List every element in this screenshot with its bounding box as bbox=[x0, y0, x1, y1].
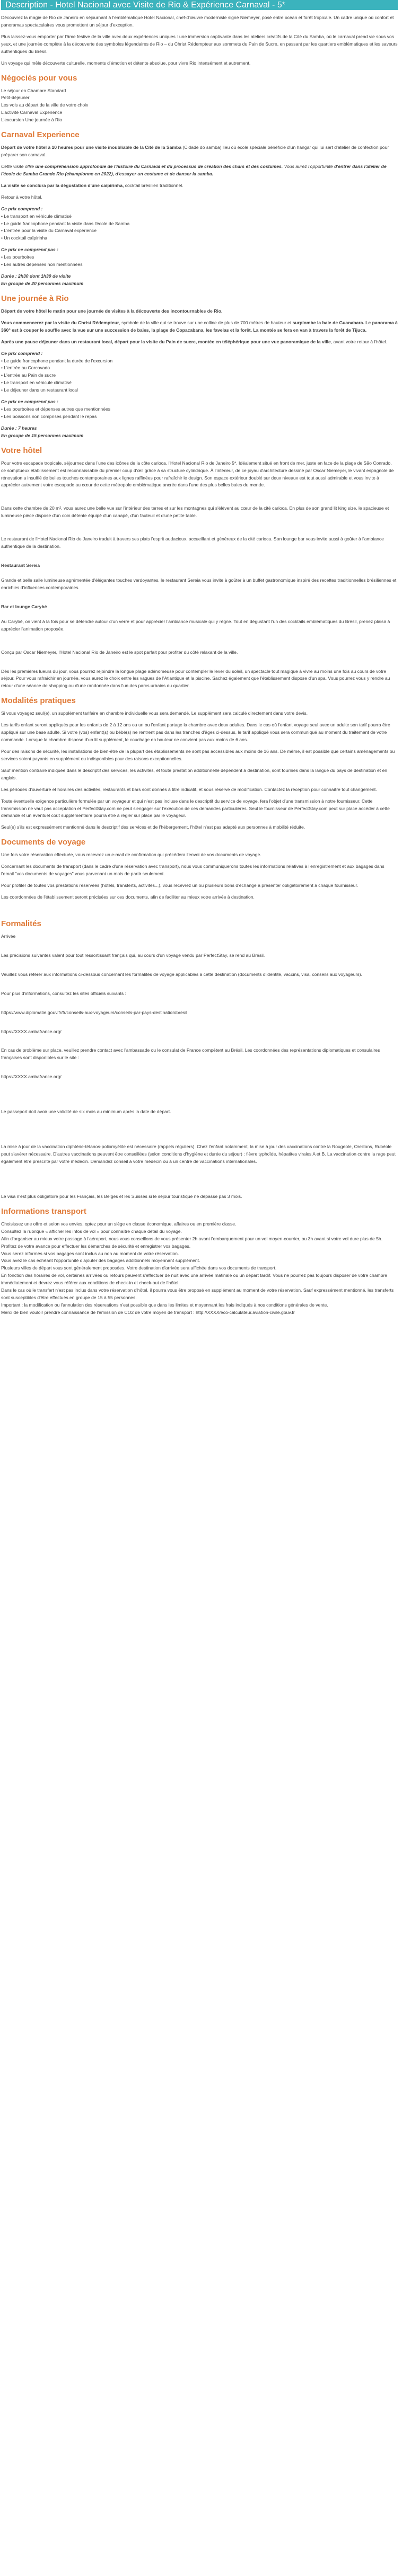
spacer bbox=[1, 1066, 398, 1073]
section-heading-documents: Documents de voyage bbox=[1, 838, 86, 847]
restaurant-paragraph: Grande et belle salle lumineuse agrémentée d'élégantes touches verdoyantes, le restaurant Sereia vous invite à goûter à un buffet gastronomique inspiré des recettes traditionnelles brésiliennes et enrichies d'influences contemporaines. bbox=[1, 578, 397, 590]
transport-line: Important : la modification ou l'annulation des réservations n'est possible que dans les limites et moyennant les frais indiqués à nos conditions générales de vente. bbox=[1, 1302, 328, 1308]
spacer bbox=[1, 1040, 398, 1047]
transport-line: Plusieurs villes de départ vous sont généralement proposées. Votre destination d'arrivée sera affichée dans vos documents de transport. bbox=[1, 1265, 277, 1271]
modalites-paragraph: Toute éventuelle exigence particulière formulée par un voyageur et qui n'est pas incluse dans le descriptif du service de voyage, fera l'objet d'une transmission à notre fournisseur. Cette transmission ne vaut pas acceptation et PerfectStay.com ne peut s'engager sur l'exécution de ces demandes particulières. Seul le fournisseur de PerfectStay.com peut sur place accéder à cette demande et un éventuel coût supplémentaire pourra être à régler sur place par le voyageur. bbox=[1, 798, 390, 819]
spacer bbox=[1, 964, 398, 971]
section-heading-journee: Une journée à Rio bbox=[1, 294, 69, 303]
section-heading-hotel: Votre hôtel bbox=[1, 446, 42, 455]
spacer bbox=[1, 1120, 398, 1132]
modalites-paragraph: Pour des raisons de sécurité, les installations de bien-être de la plupart des établissements ne sont pas accessibles aux moins de 16 ans. De même, il est possible que certains aménagements ou services soient payants en supplément ou indisponibles pour des raisons exceptionnelles. bbox=[1, 749, 395, 761]
hotel-paragraph: Le restaurant de l'Hotel Nacional Rio de Janeiro traduit à travers ses plats l'esprit audacieux, accueillant et généreux de la cité carioca. Son lounge bar vous invite aussi à goûter à l'ambiance authentique de la destination. bbox=[1, 536, 384, 549]
formalites-paragraph: Veuillez vous référer aux informations ci-dessous concernant les formalités de voyage applicables à cette destination (documents d'identité, vaccins, visa, conseils aux voyageurs). bbox=[1, 971, 362, 977]
carnaval-duration: Durée : 2h30 dont 1h30 de visite bbox=[1, 273, 71, 279]
list-item: • Les autres dépenses non mentionnées bbox=[1, 261, 398, 269]
transport-line: Vous avez le cas échéant l'opportunité d'ajouter des bagages additionnels moyennant supplément. bbox=[1, 1258, 200, 1264]
section-heading-negocies: Négociés pour vous bbox=[1, 73, 77, 83]
carnaval-paragraph: Départ de votre hôtel à 10 heures pour une visite inoubliable de la Cité de la Samba (Cidade do samba) lieu où école spéciale bénéficie d'un hangar qui lui sert d'atelier de confection pour préparer son carnaval. bbox=[1, 145, 389, 158]
spacer bbox=[1, 637, 398, 649]
vaccination-paragraph: La mise à jour de la vaccination diphtérie-tétanos-poliomyélite est nécessaire (rappels réguliers). Chez l'enfant notamment, la mise à jour des vaccinations contre la Rougeole, Oreillons, Rubéole peut s'avérer nécessaire. D'autres vaccinations peuvent être conseillées (selon conditions d'hygiène et durée du séjour) : fièvre typhoïde, hépatites virales A et B. La vaccination contre la rage peut également être prescrite par votre médecin. Demandez conseil à votre médecin ou à un centre de vaccinations internationales. bbox=[1, 1144, 396, 1164]
journee-excludes-heading: Ce prix ne comprend pas : bbox=[1, 399, 58, 405]
list-item: L'activité Carnaval Experience bbox=[1, 110, 63, 116]
spacer bbox=[1, 1132, 398, 1143]
list-item: • Le transport en véhicule climatisé bbox=[1, 379, 398, 387]
carnaval-excludes-list bbox=[1, 254, 398, 269]
journee-group: En groupe de 15 personnes maximum bbox=[1, 432, 84, 438]
spacer bbox=[1, 524, 398, 536]
bar-heading: Bar et lounge Carybé bbox=[1, 603, 47, 609]
journee-excludes-list bbox=[1, 406, 398, 421]
list-item: • Le guide francophone pendant la durée de l'excursion bbox=[1, 358, 398, 365]
section-heading-modalites: Modalités pratiques bbox=[1, 696, 76, 706]
hotel-paragraph: Dans cette chambre de 20 m², vous aurez une belle vue sur l'intérieur des terres et sur les montagnes qui s'élèvent au cœur de la cité carioca. En plus de son grand lit king size, le spacieuse et lumineuse pièce dispose d'un coin détente équipé d'un canapé, d'un fauteuil et d'une petite table. bbox=[1, 505, 389, 519]
intro-paragraph: Un voyage qui mêle découverte culturelle, moments d'émotion et détente absolue, pour vivre Rio intensément et autrement. bbox=[1, 60, 251, 66]
spacer bbox=[1, 1182, 398, 1193]
journee-paragraph: Après une pause déjeuner dans un restaurant local, départ pour la visite du Pain de sucre, montée en téléphérique pour une vue panoramique de la ville, avant votre retour à l'hôtel. bbox=[1, 339, 388, 344]
list-item: • Les pourboires et dépenses autres que mentionnées bbox=[1, 406, 398, 413]
list-item: • L'entrée pour la visite du Carnaval expérience bbox=[1, 227, 398, 235]
carnaval-includes-heading: Ce prix comprend : bbox=[1, 206, 43, 211]
journee-includes-list bbox=[1, 358, 398, 395]
transport-line: Consultez la rubrique « afficher les infos de vol » pour connaître chaque détail du voyage. bbox=[1, 1228, 182, 1234]
transport-line: En fonction des horaires de vol, certaines arrivées ou retours peuvent s'effectuer de nuit avec une arrivée matinale ou un départ tardif. Vous ne pourrez pas toujours disposer de votre chambre immédiatement et devrez vous référer aux conditions de check-in et check-out de l'hôtel. bbox=[1, 1273, 388, 1286]
spacer bbox=[1, 1021, 398, 1028]
formalites-paragraph: Pour plus d'informations, consultez les sites officiels suivants : bbox=[1, 990, 127, 996]
modalites-paragraph: Sauf mention contraire indiquée dans le descriptif des services, les activités, et toute prestation additionnelle dépendent à destination, sont fournies dans la langue du pays de destination et en anglais. bbox=[1, 767, 388, 780]
passeport-paragraph: Le passeport doit avoir une validité de six mois au minimum après la date de départ. bbox=[1, 1109, 171, 1115]
journee-paragraph: Vous commencerez par la visite du Christ Rédempteur, symbole de la ville qui se trouve sur une colline de plus de 700 mètres de hauteur et surplombe la baie de Guanabara. Le panorama à 360° est à couper le souffle avec la vue sur une succession de baies, la plage de Copacabana, les favelas et la forêt. La montée se fera en van à travers la forêt de Tijuca. bbox=[1, 319, 398, 333]
bar-paragraph: Au Carybé, on vient à la fois pour se détendre autour d'un verre et pour apprécier l'ambiance musicale qui y règne. Tout en dégustant l'un des cocktails emblématiques du Brésil, prenez plaisir à apprécier l'animation proposée. bbox=[1, 618, 390, 632]
page-title: Description - Hotel Nacional avec Visite de Rio & Expérience Carnaval - 5* bbox=[1, 0, 398, 10]
ambafrance-link[interactable]: https://XXXX.ambafrance.org/ bbox=[1, 1028, 62, 1034]
documents-paragraph: Les coordonnées de l'établissement seront précisées sur ces documents, afin de faciliter au mieux votre arrivée à destination. bbox=[1, 894, 255, 900]
journee-duration: Durée : 7 heures bbox=[1, 425, 37, 431]
journee-includes-heading: Ce prix comprend : bbox=[1, 350, 43, 356]
co2-calculator-link[interactable]: Merci de bien vouloir prendre connaissance de l'émission de CO2 de votre moyen de transport : http://XXXX/eco-calculateur.aviation-civile.gouv.fr bbox=[1, 1309, 295, 1315]
intro-paragraph: Découvrez la magie de Rio de Janeiro en séjournant à l'emblématique Hotel Nacional, chef-d'œuvre moderniste signé Niemeyer, posé entre océan et forêt tropicale. Un cadre unique où confort et panoramas spectaculaires vous promettent un séjour d'exception. bbox=[1, 15, 394, 28]
spacer bbox=[1, 1170, 398, 1182]
spacer bbox=[1, 596, 398, 603]
carnaval-paragraph: Cette visite offre une compréhension approfondie de l'histoire du Carnaval et du processus de création des chars et des costumes. Vous aurez l'opportunité d'entrer dans l'atelier de l'école de Samba Grande Rio (championne en 2022), d'essayer un costume et de danser la samba. bbox=[1, 163, 387, 176]
list-item: • Le transport en véhicule climatisé bbox=[1, 213, 398, 220]
spacer bbox=[1, 945, 398, 952]
spacer bbox=[1, 493, 398, 505]
formalites-arrivee: Arrivée bbox=[1, 933, 16, 939]
carnaval-group: En groupe de 20 personnes maximum bbox=[1, 280, 84, 286]
restaurant-heading: Restaurant Sereia bbox=[1, 563, 40, 569]
list-item: L'excursion Une journée à Rio bbox=[1, 117, 62, 123]
list-item: Le séjour en Chambre Standard bbox=[1, 87, 66, 93]
list-item: • Les boissons non comprises pendant le repas bbox=[1, 413, 398, 421]
section-heading-carnaval: Carnaval Experience bbox=[1, 130, 80, 140]
documents-paragraph: Pour profiter de toutes vos prestations réservées (hôtels, transferts, activités...), vous recevrez un ou plusieurs bons d'échange à présenter obligatoirement à chaque fournisseur. bbox=[1, 883, 359, 889]
list-item: • L'entrée au Corcovado bbox=[1, 365, 398, 372]
transport-line: Vous serez informés si vos bagages sont inclus au non au moment de votre réservation. bbox=[1, 1250, 179, 1256]
hotel-paragraph: Pour votre escapade tropicale, séjournez dans l'une des icônes de la côte carioca, l'Hotel Nacional Rio de Janeiro 5*. Idéalement situé en front de mer, juste en face de la plage de São Conrado, ce somptueux établissement est reconnaissable du premier coup d'œil grâce à sa structure cylindrique. À l'intérieur, de ce joyau d'architecture dessiné par Oscar Niemeyer, le vivant espagnole de rénovation a insufflé de belles touches contemporaines aux lignes raffinées pour rafraîchir le design. Son espace extérieur doublé sur deux niveaux est tout aussi admirable et vous invite à apprécier autrement votre escapade au cœur de cette métropole emblématique ancrée dans l'une des plus belles baies du monde. bbox=[1, 460, 394, 488]
section-heading-formalites: Formalités bbox=[1, 919, 41, 928]
carnaval-retour: Retour à votre hôtel. bbox=[1, 194, 42, 200]
carnaval-excludes-heading: Ce prix ne comprend pas : bbox=[1, 247, 58, 253]
spacer bbox=[1, 570, 398, 577]
modalites-paragraph: Seul(e) s'ils est expressément mentionné dans le descriptif des services et de l'hébergement, l'hôtel n'est pas adapté aux personnes à mobilité réduite. bbox=[1, 824, 305, 830]
spacer bbox=[1, 661, 398, 668]
spacer bbox=[1, 1097, 398, 1108]
list-item: • Le déjeuner dans un restaurant local bbox=[1, 387, 398, 394]
spacer bbox=[1, 983, 398, 990]
list-item: Les vols au départ de la ville de votre choix bbox=[1, 102, 89, 108]
documents-paragraph: Concernant les documents de transport (dans le cadre d'une réservation avec transport), nous vous communiquerons toutes les informations relatives à l'enregistrement et aux bagages dans l'email "vos documents de voyages" vous parvenant un mois de partir seulement. bbox=[1, 864, 384, 877]
negocies-list bbox=[1, 87, 398, 125]
intro bbox=[1, 14, 398, 67]
spacer bbox=[1, 905, 398, 913]
hotel-paragraph: Dès les premières lueurs du jour, vous pourrez rejoindre la longue plage adénomeuse pour contempler le lever du soleil, un spectacle tout magique à vivre au moins une fois au cours de votre séjour. Pour vous rafraîchir en journée, vous aurez le choix entre les vagues de l'Atlantique et la piscine. Sachez également que l'établissement dispose d'un spa. Vous pourrez vous y rendre au retour d'une séance de shopping ou d'une randonnée dans l'un des parcs urbains du quartier. bbox=[1, 668, 390, 689]
modalites-paragraph: Si vous voyagez seul(e), un supplément tarifaire en chambre individuelle vous sera demandé. Le supplément sera calculé directement dans votre devis. bbox=[1, 710, 308, 716]
spacer bbox=[1, 1085, 398, 1097]
modalites-paragraph: Les périodes d'ouverture et horaires des activités, restaurants et bars sont donnés à titre indicatif, et sous réserve de modification. Contactez la réception pour connaître tout changement. bbox=[1, 786, 377, 792]
carnaval-includes-list bbox=[1, 213, 398, 243]
modalites-paragraph: Les tarifs enfant seront appliqués pour les enfants de 2 à 12 ans ou un ou l'enfant partage la chambre avec deux adultes. Dans le cas où l'enfant voyage seul avec un adulte son tarif pourra être appliqué sur une base adulte. Si votre (vos) enfant(s) ou bébé(s) ne rentrent pas dans les tranches d'âges ci-dessus, le tarif appliqué vous sera communiqué au moment du traitement de votre commande. Lorsque la chambre dispose d'un lit supplément, le couchage en hauteur ne convient pas aux moins de 6 ans. bbox=[1, 722, 390, 743]
list-item: • Un cocktail caïpirinha bbox=[1, 235, 398, 242]
documents-paragraph: Une fois votre réservation effectuée, vous recevrez un e-mail de confirmation qui précédera l'envoi de vos documents de voyage. bbox=[1, 852, 261, 858]
journee-paragraph: Départ de votre hôtel le matin pour une journée de visites à la découverte des incontournables de Rio. bbox=[1, 308, 223, 314]
list-item: • Les pourboires bbox=[1, 254, 398, 261]
transport-line: Choisissez une offre et selon vos envies, optez pour un siège en classe économique, affaires ou en première classe. bbox=[1, 1221, 237, 1227]
spacer bbox=[1, 1002, 398, 1009]
transport-line: Afin d'organiser au mieux votre passage à l'aéroport, nous vous conseillons de vous présenter 2h avant l'embarquement pour un vol moyen-courrier, ou 3h avant si votre vol dure plus de 5h. Profitez de votre avance pour effectuer les démarches de sécurité et enregistrer vos bagages. bbox=[1, 1236, 383, 1249]
visa-paragraph: Le visa n'est plus obligatoire pour les Français, les Belges et les Suisses si le séjour touristique ne dépasse pas 3 mois. bbox=[1, 1193, 242, 1199]
formalites-paragraph: Les précisions suivantes valent pour tout ressortissant français qui, au cours d'un voyage vendu par PerfectStay, se rend au Brésil. bbox=[1, 952, 265, 958]
spacer bbox=[1, 611, 398, 618]
diplomatie-link[interactable]: https://www.diplomatie.gouv.fr/fr/conseils-aux-voyageurs/conseils-par-pays-destination/bresil bbox=[1, 1009, 187, 1015]
section-heading-transport: Informations transport bbox=[1, 1206, 86, 1216]
list-item: • Le guide francophone pendant la visite dans l'école de Samba bbox=[1, 220, 398, 228]
transport-line: Dans le cas où le transfert n'est pas inclus dans votre réservation d'hôtel, il pourra vous être proposé en supplément au moment de votre réservation. Sauf expressément mentionné, les transferts sont susceptibles d'être effectués en groupe de 15 à 55 personnes. bbox=[1, 1287, 394, 1301]
list-item: • L'entrée au Pain de sucre bbox=[1, 372, 398, 379]
hotel-paragraph: Conçu par Oscar Niemeyer, l'Hotel Nacional Rio de Janeiro est le spot parfait pour profiter du côté relaxant de la ville. bbox=[1, 649, 238, 655]
list-item: Petit-déjeuner bbox=[1, 95, 30, 101]
intro-paragraph: Plus laissez-vous emporter par l'âme festive de la ville avec deux expériences uniques : une immersion captivante dans les ateliers créatifs de la Cité du Samba, où le carnaval prend vie sous vos yeux, et une journée complète à la découverte des symboles légendaires de Rio – du Christ Rédempteur aux sommets du Pain de Sucre, en passant par les quartiers emblématiques et les saveurs authentiques du Brésil. bbox=[1, 33, 398, 54]
formalites-paragraph: En cas de problème sur place, veuillez prendre contact avec l'ambassade ou le consulat de France compétent au Brésil. Les coordonnées des représentations diplomatiques et consulaires françaises sont disponibles sur le site : bbox=[1, 1047, 380, 1061]
transport-block bbox=[1, 1221, 398, 1317]
carnaval-paragraph: La visite se conclura par la dégustation d'une caïpirinha, cocktail brésilien traditionnel. bbox=[1, 182, 183, 188]
spacer bbox=[1, 555, 398, 562]
ambafrance-link[interactable]: https://XXXX.ambafrance.org/ bbox=[1, 1074, 62, 1080]
